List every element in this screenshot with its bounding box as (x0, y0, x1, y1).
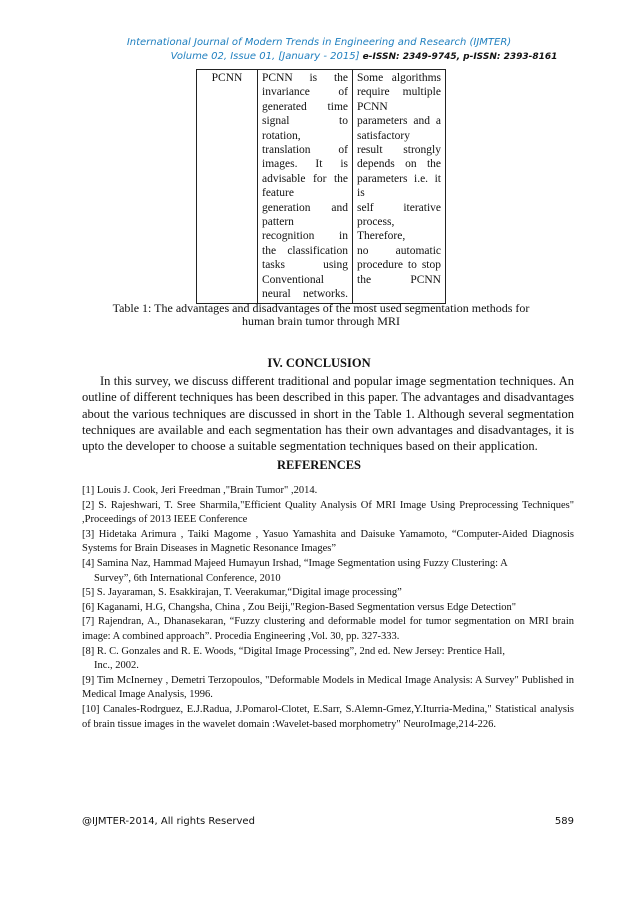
journal-volume: Volume 02, Issue 01, [January - 2015] (170, 51, 360, 62)
reference-item (82, 703, 574, 732)
caption-line: Table 1: The advantages and disadvantages of the most used segmentation methods for (112, 301, 530, 315)
reference-item (82, 645, 574, 674)
table-cell-line: parameters and a (357, 115, 441, 128)
reference-text: [4] Samina Naz, Hammad Majeed Humayun Irshad, “Image Segmentation using Fuzzy Clustering: A (82, 557, 508, 569)
table-cell-line: process, (357, 216, 395, 229)
table-cell-line: result strongly (357, 144, 441, 157)
table-cell-line: procedure to stop (357, 259, 441, 272)
table-cell-line: Therefore, (357, 230, 406, 243)
caption-line: human brain tumor through MRI (242, 314, 400, 328)
table-cell-line: pattern (262, 216, 294, 229)
reference-item (82, 601, 574, 616)
reference-item (82, 499, 574, 528)
journal-title: International Journal of Modern Trends in Engineering and Research (IJMTER) (126, 37, 512, 48)
page-number: 589 (554, 816, 574, 827)
table-cell-line: Conventional (262, 273, 324, 286)
table-cell-line: no automatic (357, 244, 441, 257)
table-cell-line: translation of (262, 144, 348, 157)
table-cell-line: satisfactory (357, 129, 411, 142)
reference-item (82, 615, 574, 644)
reference-text: [3] Hidetaka Arimura , Taiki Magome , Yasuo Yamashita and Daisuke Yamamoto, “Computer-Aided Diagnosis Systems for Brain Diseases in Magnetic Resonance Images” (82, 528, 574, 555)
reference-continuation: Inc., 2002. (94, 660, 139, 672)
conclusion-paragraph: In this survey, we discuss different traditional and popular image segmentation techniques. An outline of different techniques has been described in this paper. The advantages and disadvantages about the various techniques are discussed in short in the Table 1. Although several segmentation techniques are available and each segmentation has their own advantages and disadvantages, it is upto the developer to choose a suitable segmentation techniques based on their application. (82, 374, 574, 454)
table-cell-line: require multiple (357, 86, 441, 99)
references-heading: REFERENCES (276, 458, 362, 472)
reference-text: [5] S. Jayaraman, S. Esakkirajan, T. Veerakumar,“Digital image processing” (82, 587, 402, 599)
table-cell-line: is (357, 187, 365, 200)
table-cell-line: signal to (262, 115, 348, 128)
table-cell-line: depends on the (357, 158, 441, 171)
reference-text: [2] S. Rajeshwari, T. Sree Sharmila,"Efficient Quality Analysis Of MRI Image Using Preprocessing Techniques" ,Proceedings of 2013 IEEE Conference (82, 499, 574, 526)
segmentation-table (196, 69, 446, 304)
copyright-text: @IJMTER-2014, All rights Reserved (82, 816, 255, 827)
table-cell-line: recognition in (262, 230, 348, 243)
journal-issn: e-ISSN: 2349-9745, p-ISSN: 2393-8161 (362, 52, 558, 62)
table-cell-line: feature (262, 187, 294, 200)
table-cell-line: rotation, (262, 129, 301, 142)
table-cell-line: generated time (262, 100, 348, 113)
table-cell-line: PCNN (357, 100, 388, 113)
reference-text: [6] Kaganami, H.G, Changsha, China , Zou Beiji,"Region-Based Segmentation versus Edge Detection" (82, 601, 517, 613)
table-cell-line: generation and (262, 201, 348, 214)
reference-item (82, 484, 574, 499)
advantages-cell (258, 70, 353, 304)
table-cell-line: the PCNN (357, 273, 441, 286)
reference-text: [1] Louis J. Cook, Jeri Freedman ,"Brain Tumor" ,2014. (82, 485, 318, 496)
table-caption (112, 302, 530, 328)
conclusion-heading: IV. CONCLUSION (267, 356, 371, 370)
reference-text: [8] R. C. Gonzales and R. E. Woods, “Digital Image Processing”, 2nd ed. New Jersey: Prentice Hall, (82, 645, 505, 657)
table-cell-line: images. It is (262, 158, 348, 171)
table-cell-line: parameters i.e. it (357, 172, 441, 185)
reference-text: [7] Rajendran, A., Dhanasekaran, “Fuzzy clustering and deformable model for tumor segmentation on MRI brain image: A combined approach”. Procedia Engineering ,Vol. 30, pp. 327-333. (82, 616, 574, 642)
reference-item (82, 586, 574, 601)
table-cell-line: advisable for the (262, 172, 348, 185)
table-cell-line: tasks using (262, 259, 348, 272)
page-footer (82, 816, 574, 827)
method-cell: PCNN (197, 70, 258, 304)
table-cell-line: self iterative (357, 201, 441, 214)
reference-text: [10] Canales-Rodrguez, E.J.Radua, J.Pomarol-Clotet, E.Sarr, S.Alemn-Gmez,Y.Iturria-Medina," Statistical analysis of brain tissue images in the wavelet domain :Wavelet-based morphometry" NeuroImage,214-226. (82, 703, 574, 730)
table-cell-line: neural networks. (262, 288, 348, 301)
reference-continuation: Survey”, 6th International Conference, 2010 (94, 572, 281, 584)
reference-item (82, 528, 574, 557)
table-cell-line: Some algorithms (357, 72, 441, 84)
journal-volume-line (0, 50, 638, 64)
table-row (197, 70, 446, 304)
reference-text: [9] Tim McInerney , Demetri Terzopoulos, "Deformable Models in Medical Image Analysis: A Survey" Published in Medical Image Analysis, 1996. (82, 674, 574, 701)
reference-item (82, 557, 574, 586)
table-cell-line: PCNN is the (262, 72, 348, 84)
table-cell-line: the classification (262, 244, 348, 257)
references-list (82, 484, 574, 732)
disadvantages-cell (353, 70, 446, 304)
table-cell-line: invariance of (262, 86, 348, 99)
reference-item (82, 674, 574, 703)
journal-header (0, 36, 638, 64)
